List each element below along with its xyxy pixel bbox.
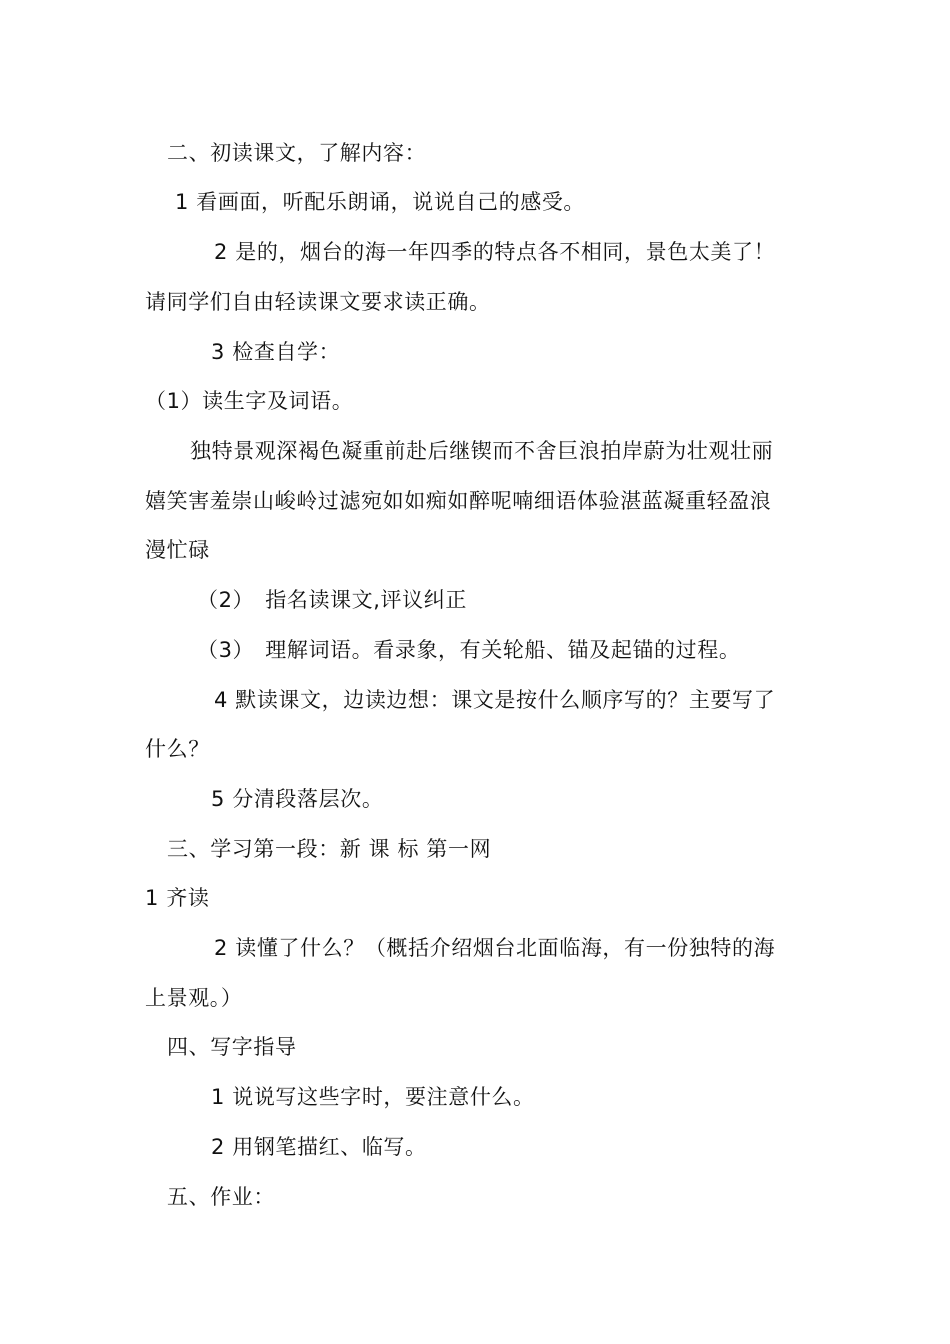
paragraph-line: 什么？	[145, 737, 210, 761]
paragraph-line: （2） 指名读课文,评议纠正	[197, 588, 467, 612]
paragraph-line: （3） 理解词语。看录象，有关轮船、锚及起锚的过程。	[197, 638, 741, 662]
paragraph-line: 1 齐读	[145, 886, 210, 910]
paragraph-line: 4 默读课文，边读边想：课文是按什么顺序写的？主要写了	[214, 688, 776, 712]
vocabulary-line: 嬉笑害羞崇山峻岭过滤宛如如痴如醉呢喃细语体验湛蓝凝重轻盈浪	[145, 489, 772, 513]
section-heading-5: 五、作业：	[167, 1185, 275, 1209]
paragraph-line: 3 检查自学：	[211, 340, 341, 364]
paragraph-line: 上景观。）	[145, 986, 243, 1010]
paragraph-line: 2 用钢笔描红、临写。	[211, 1135, 427, 1159]
vocabulary-line: 独特景观深褐色凝重前赴后继锲而不舍巨浪拍岸蔚为壮观壮丽	[190, 439, 774, 463]
paragraph-line: 5 分清段落层次。	[211, 787, 384, 811]
section-heading-2: 二、初读课文，了解内容：	[167, 141, 427, 165]
paragraph-line: 1 说说写这些字时，要注意什么。	[211, 1085, 535, 1109]
paragraph-line: （1）读生字及词语。	[145, 389, 354, 413]
section-heading-3: 三、学习第一段：新 课 标 第一网	[167, 837, 492, 861]
paragraph-line: 1 看画面，听配乐朗诵，说说自己的感受。	[175, 190, 586, 214]
paragraph-line: 2 是的，烟台的海一年四季的特点各不相同，景色太美了！	[214, 240, 776, 264]
section-heading-4: 四、写字指导	[167, 1035, 297, 1059]
paragraph-line: 2 读懂了什么？（概括介绍烟台北面临海，有一份独特的海	[214, 936, 776, 960]
paragraph-line: 请同学们自由轻读课文要求读正确。	[145, 290, 491, 314]
vocabulary-line: 漫忙碌	[145, 538, 210, 562]
